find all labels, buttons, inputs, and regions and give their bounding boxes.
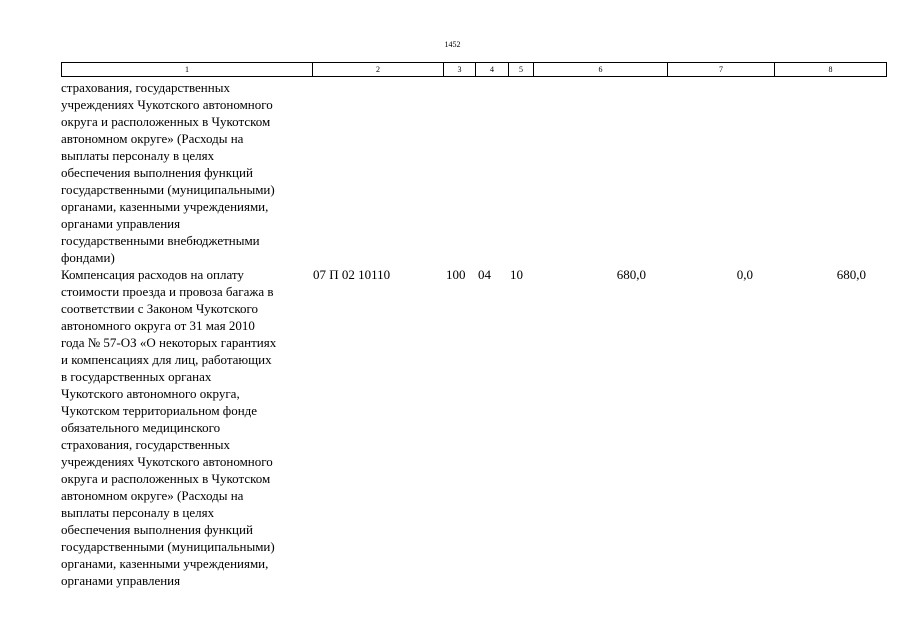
description-line: года № 57-ОЗ «О некоторых гарантиях xyxy=(61,335,277,350)
description-line: органами управления xyxy=(61,573,181,588)
description-line: фондами) xyxy=(61,250,115,265)
description-line: автономном округе» (Расходы на xyxy=(61,131,244,146)
description-line: органами, казенными учреждениями, xyxy=(61,199,269,214)
expense-type-code: 100 xyxy=(446,267,466,282)
description-line: соответствии с Законом Чукотского xyxy=(61,301,259,316)
column-header-1: 1 xyxy=(62,63,313,77)
page-number: 1452 xyxy=(444,40,461,49)
column-header-4: 4 xyxy=(476,63,509,77)
description-line: государственными внебюджетными xyxy=(61,233,260,248)
description-line: органами управления xyxy=(61,216,181,231)
subsection-code: 10 xyxy=(510,267,523,282)
description-line: обеспечения выполнения функций xyxy=(61,522,253,537)
amount-regional: 680,0 xyxy=(836,267,866,282)
description-line: Компенсация расходов на оплату xyxy=(61,267,244,282)
description-line: автономного округа от 31 мая 2010 xyxy=(61,318,255,333)
description-line: государственными (муниципальными) xyxy=(61,182,275,197)
description-line: обязательного медицинского xyxy=(61,420,221,435)
column-header-7: 7 xyxy=(668,63,775,77)
description-line: в государственных органах xyxy=(61,369,212,384)
amount-total: 680,0 xyxy=(616,267,646,282)
description-line: Чукотском территориальном фонде xyxy=(61,403,258,418)
description-line: государственными (муниципальными) xyxy=(61,539,275,554)
column-header-6: 6 xyxy=(534,63,668,77)
description-line: и компенсациях для лиц, работающих xyxy=(61,352,272,367)
description-line: обеспечения выполнения функций xyxy=(61,165,253,180)
column-header-2: 2 xyxy=(313,63,444,77)
continued-description xyxy=(61,79,311,266)
description-line: выплаты персоналу в целях xyxy=(61,505,215,520)
description-line: страхования, государственных xyxy=(61,80,230,95)
column-header-3: 3 xyxy=(444,63,476,77)
description-line: округа и расположенных в Чукотском xyxy=(61,471,271,486)
target-article-code: 07 П 02 10110 xyxy=(313,267,391,282)
description-line: учреждениях Чукотского автономного xyxy=(61,454,273,469)
column-number-header xyxy=(61,62,887,77)
description-line: округа и расположенных в Чукотском xyxy=(61,114,271,129)
description-line: стоимости проезда и провоза багажа в xyxy=(61,284,274,299)
column-header-5: 5 xyxy=(509,63,534,77)
column-header-8: 8 xyxy=(775,63,887,77)
row-description xyxy=(61,266,311,589)
description-line: страхования, государственных xyxy=(61,437,230,452)
description-line: выплаты персоналу в целях xyxy=(61,148,215,163)
description-line: органами, казенными учреждениями, xyxy=(61,556,269,571)
section-code: 04 xyxy=(478,267,491,282)
description-line: автономном округе» (Расходы на xyxy=(61,488,244,503)
amount-federal: 0,0 xyxy=(736,267,753,282)
description-line: учреждениях Чукотского автономного xyxy=(61,97,273,112)
description-line: Чукотского автономного округа, xyxy=(61,386,240,401)
